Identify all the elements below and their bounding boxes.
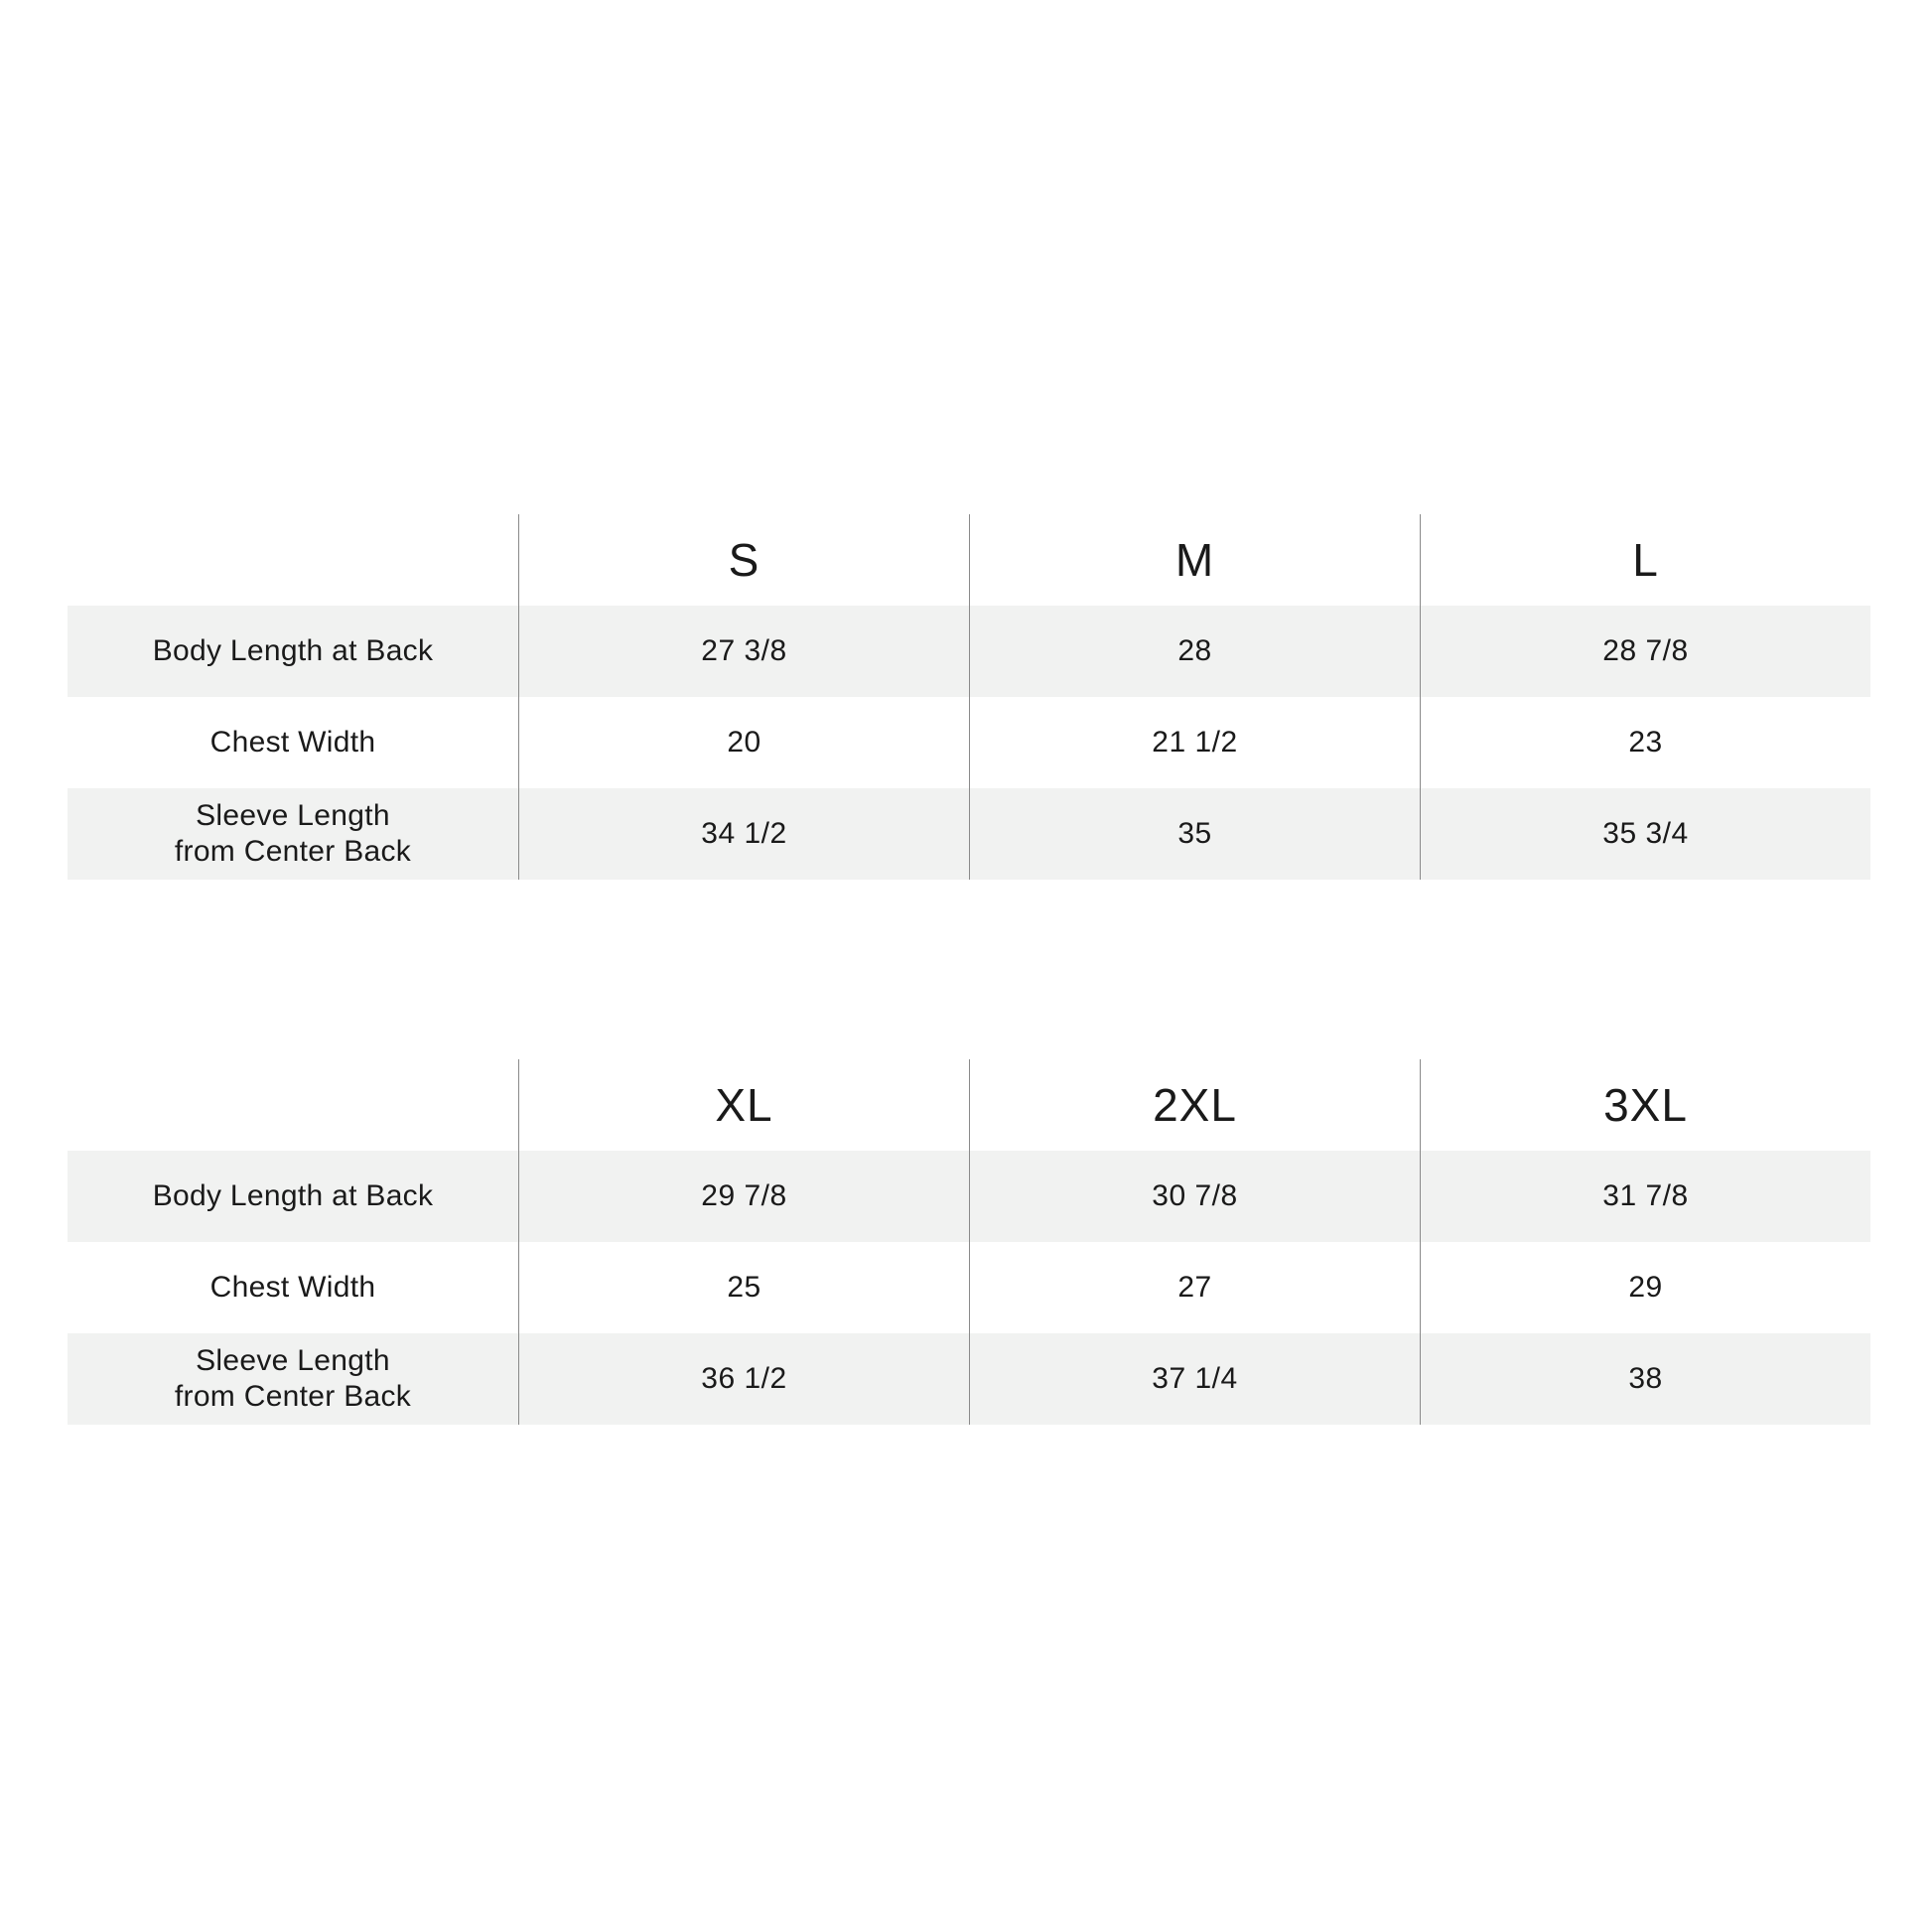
table-cell: 38	[1420, 1333, 1870, 1425]
table-cell: 37 1/4	[969, 1333, 1420, 1425]
table-cell: 29 7/8	[518, 1151, 969, 1242]
table-cell: 34 1/2	[518, 788, 969, 880]
table-row-body-length	[68, 1151, 1870, 1242]
size-header-s: S	[518, 514, 969, 606]
row-label-line: Sleeve Length	[196, 1344, 390, 1377]
table-row-chest-width	[68, 697, 1870, 788]
size-header-row	[68, 1059, 1870, 1151]
table-cell: 36 1/2	[518, 1333, 969, 1425]
size-header-l: L	[1420, 514, 1870, 606]
row-label	[68, 1151, 518, 1242]
row-label-line: Chest Width	[209, 1271, 376, 1304]
row-label-line: Sleeve Length	[196, 799, 390, 832]
row-label	[68, 697, 518, 788]
header-empty-cell	[68, 514, 518, 606]
row-label	[68, 788, 518, 880]
table-cell: 21 1/2	[969, 697, 1420, 788]
table-cell: 30 7/8	[969, 1151, 1420, 1242]
table-cell: 35	[969, 788, 1420, 880]
size-chart-table-bottom	[68, 1059, 1870, 1425]
size-chart-table-top	[68, 514, 1870, 880]
size-header-m: M	[969, 514, 1420, 606]
table-cell: 27 3/8	[518, 606, 969, 697]
table-cell: 29	[1420, 1242, 1870, 1333]
size-header-3xl: 3XL	[1420, 1059, 1870, 1151]
table-cell: 27	[969, 1242, 1420, 1333]
row-label-line: from Center Back	[174, 1380, 412, 1413]
table-cell: 28 7/8	[1420, 606, 1870, 697]
table-cell: 20	[518, 697, 969, 788]
row-label-line: from Center Back	[174, 835, 412, 868]
row-label	[68, 606, 518, 697]
header-empty-cell	[68, 1059, 518, 1151]
row-label-line: Body Length at Back	[152, 634, 434, 667]
row-label	[68, 1333, 518, 1425]
size-header-xl: XL	[518, 1059, 969, 1151]
table-cell: 35 3/4	[1420, 788, 1870, 880]
row-label	[68, 1242, 518, 1333]
table-row-sleeve-length	[68, 788, 1870, 880]
row-label-line: Chest Width	[209, 726, 376, 759]
size-header-2xl: 2XL	[969, 1059, 1420, 1151]
table-cell: 25	[518, 1242, 969, 1333]
table-row-body-length	[68, 606, 1870, 697]
table-cell: 23	[1420, 697, 1870, 788]
table-cell: 28	[969, 606, 1420, 697]
table-row-chest-width	[68, 1242, 1870, 1333]
table-cell: 31 7/8	[1420, 1151, 1870, 1242]
row-label-line: Body Length at Back	[152, 1179, 434, 1212]
size-header-row	[68, 514, 1870, 606]
table-row-sleeve-length	[68, 1333, 1870, 1425]
